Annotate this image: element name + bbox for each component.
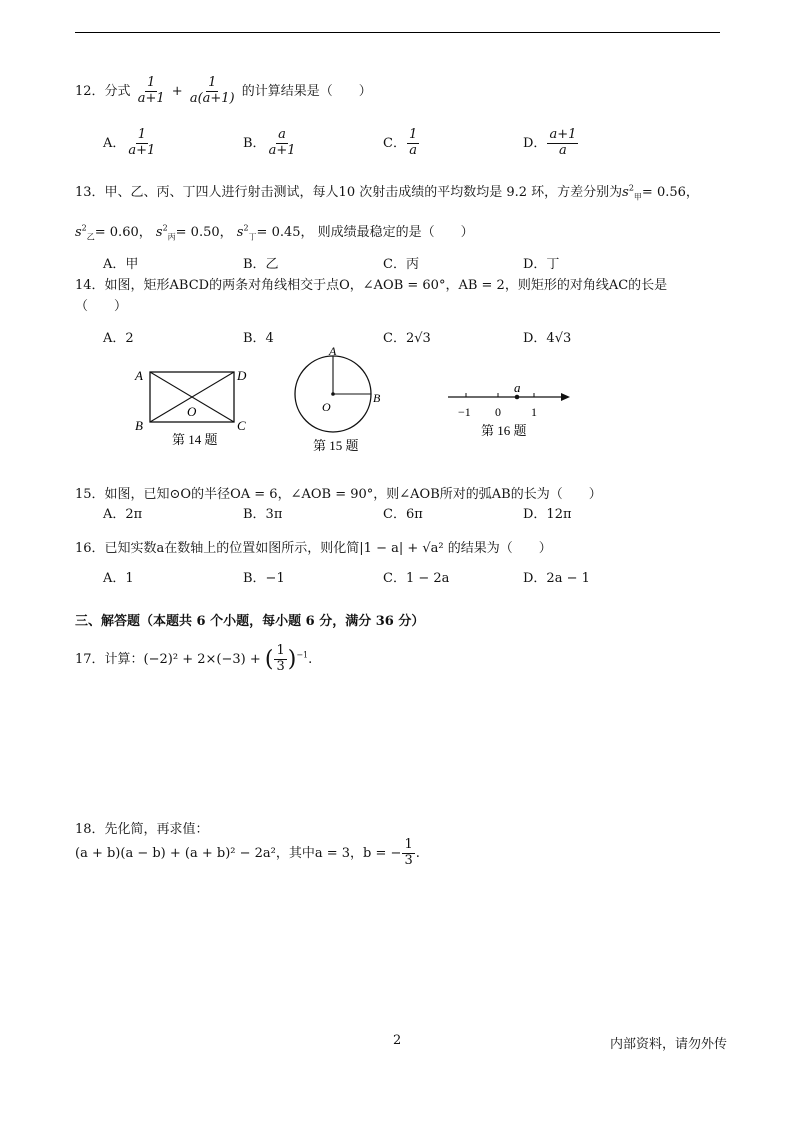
q12-option-d: D． $\frac{a+1}{a}$ (523, 127, 577, 158)
question-16: 16．已知实数a在数轴上的位置如图所示，则化简|1 − a| + √a² 的结果为（ ） (75, 541, 552, 556)
question-14-line1: 14．如图，矩形ABCD的两条对角线相交于点O，∠AOB = 60°，AB = 2，则矩形的对角线AC的长是 (75, 278, 668, 293)
label-o: O (187, 404, 197, 419)
q12-num: 12． (75, 83, 105, 99)
q15-option-c: C．6π (383, 507, 423, 522)
label-a: A (329, 344, 337, 358)
footer-note: 内部资料，请勿外传 (610, 1037, 728, 1052)
section-3-title: 三、解答题（本题共 6 个小题，每小题 6 分，满分 36 分） (75, 614, 425, 629)
label-b: B (135, 418, 143, 433)
arrow-head (561, 393, 570, 401)
q17-fraction: $\frac{1}{3}$ (276, 643, 285, 674)
q12-option-a: A． $\frac{1}{a+1}$ (103, 127, 156, 158)
label-a: A (135, 368, 143, 383)
question-14-line2: （ ） (75, 299, 128, 314)
q16-option-c: C．1 − 2a (383, 571, 450, 586)
page-number: 2 (393, 1033, 402, 1048)
figure-15 (285, 343, 390, 458)
q12-option-c: C． $\frac{1}{a}$ (383, 127, 418, 158)
q13-option-b: B．乙 (243, 257, 279, 272)
label-d: D (237, 368, 247, 383)
tick-label-zero: 0 (495, 405, 501, 419)
question-18-expr: (a + b)(a − b) + (a + b)² − 2a²，其中a = 3，b = − $\frac{1}{3}$ . (75, 837, 420, 868)
question-15: 15．如图，已知⊙O的半径OA = 6，∠AOB = 90°，则∠AOB所对的弧AB的长为（ ） (75, 487, 602, 502)
figure-16 (440, 378, 580, 440)
label-a: a (514, 380, 521, 395)
figure-14-caption: 第 14 题 (172, 432, 218, 447)
q13-option-c: C．丙 (383, 257, 419, 272)
question-13-line1: 13．甲、乙、丙、丁四人进行射击测试，每人10 次射击成绩的平均数均是 9.2 环，方差分别为$s^2_甲= 0.56$， (75, 183, 699, 202)
q15-option-a: A．2π (103, 507, 143, 522)
q15-option-d: D．12π (523, 507, 572, 522)
q16-option-a: A．1 (103, 571, 134, 586)
q15-option-b: B．3π (243, 507, 283, 522)
q12-fraction-2: $\frac{1}{a(a+1)}$ (189, 75, 235, 106)
q14-option-d: D．4√3 (523, 331, 572, 346)
q12-suffix: 的计算结果是（ ） (241, 83, 372, 99)
q12-fraction-1: $\frac{1}{a+1}$ (137, 75, 165, 106)
question-17: 17．计算：(−2)² + 2×(−3) + ( $\frac{1}{3}$ )$^{-1}$. (75, 643, 313, 674)
question-13-line2: $s^2_乙= 0.60$， $s^2_丙= 0.50$， $s^2_丁= 0.45$， 则成绩最稳定的是（ ） (75, 223, 474, 242)
tick-label-one: 1 (531, 405, 537, 419)
label-c: C (237, 418, 246, 433)
center-dot (331, 392, 335, 396)
q14-option-c: C．2√3 (383, 331, 431, 346)
top-rule (75, 32, 720, 33)
question-12 (75, 76, 372, 107)
figure-15-caption: 第 15 题 (313, 438, 359, 453)
q12-plus: + (171, 83, 183, 99)
q12-option-b: B． $\frac{a}{a+1}$ (243, 127, 296, 158)
question-18-line1: 18．先化简，再求值： (75, 822, 209, 837)
point-a (515, 395, 520, 400)
q14-option-a: A．2 (103, 331, 134, 346)
q14-option-b: B．4 (243, 331, 274, 346)
label-o: O (322, 400, 331, 414)
q16-option-b: B．−1 (243, 571, 285, 586)
tick-label-minus-one: −1 (458, 405, 471, 419)
q13-option-d: D．丁 (523, 257, 560, 272)
label-b: B (373, 391, 381, 405)
figure-14 (130, 365, 260, 455)
q16-option-d: D．2a − 1 (523, 571, 590, 586)
q12-prefix: 分式 (104, 83, 131, 99)
figure-16-caption: 第 16 题 (481, 423, 527, 438)
q13-option-a: A．甲 (103, 257, 139, 272)
